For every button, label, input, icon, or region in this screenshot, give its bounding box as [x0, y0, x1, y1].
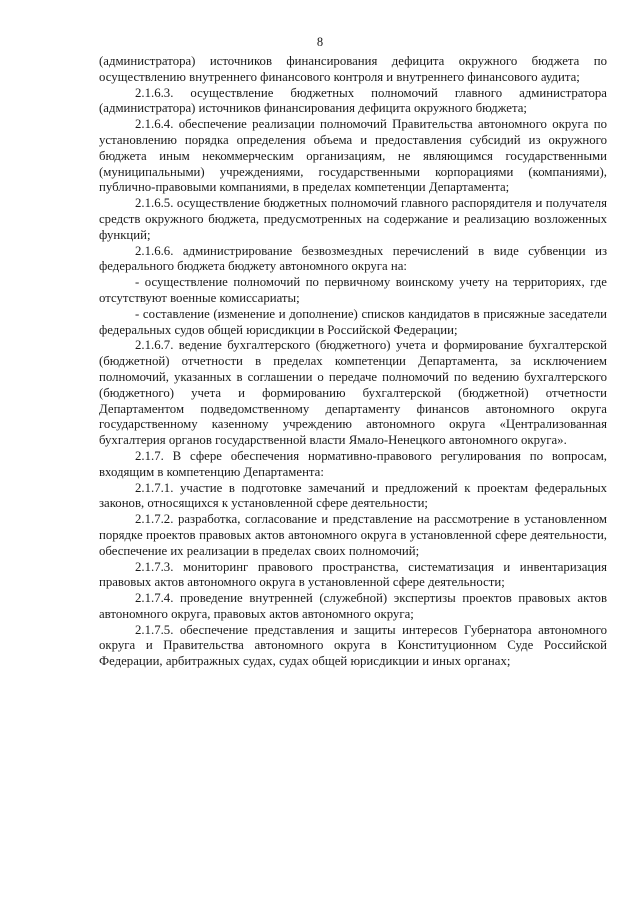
paragraph: 2.1.7.5. обеспечение представления и защиты интересов Губернатора автономного округа и Правительства автономного округа в Конституционном Суде Российской Федерации, арбитражных судах, судах общей юрисдикции и иных органах; [99, 622, 607, 669]
paragraph: 2.1.7.1. участие в подготовке замечаний и предложений к проектам федеральных законов, относящихся к установленной сфере деятельности; [99, 480, 607, 511]
paragraph: 2.1.6.7. ведение бухгалтерского (бюджетного) учета и формирование бухгалтерской (бюджетной) отчетности в пределах компетенции Департамента, за исключением полномочий, указанных в соглашении о передаче полномочий по ведению бухгалтерского (бюджетного) учета и формированию бухгалтерской (бюджетной) отчетности Департаментом подведомственному департаменту финансов автономного округа государственному казенному учреждению автономного округа «Централизованная бухгалтерия органов государственной власти Ямало-Ненецкого автономного округа». [99, 338, 607, 448]
paragraph: 2.1.6.4. обеспечение реализации полномочий Правительства автономного округа по установлению порядка определения объема и предоставления субсидий из окружного бюджета иным некоммерческим организациям, не являющимся государственными (муниципальными) учреждениями, государственными корпорациями (компаниями), публично-правовыми компаниями, в пределах компетенции Департамента; [99, 117, 607, 195]
paragraph: - осуществление полномочий по первичному воинскому учету на территориях, где отсутствуют военные комиссариаты; [99, 275, 607, 305]
paragraph: 2.1.7.2. разработка, согласование и представление на рассмотрение в установленном порядке проектов правовых актов автономного округа в установленной сфере деятельности, обеспечение их реализации в пределах своих полномочий; [99, 512, 607, 558]
paragraph: 2.1.6.5. осуществление бюджетных полномочий главного распорядителя и получателя средств окружного бюджета, предусмотренных на содержание и реализацию возложенных функций; [99, 196, 607, 242]
paragraph: 2.1.7.3. мониторинг правового пространства, систематизация и инвентаризация правовых актов автономного округа в установленной сфере деятельности; [99, 559, 607, 590]
paragraph: 2.1.7. В сфере обеспечения нормативно-правового регулирования по вопросам, входящим в компетенцию Департамента: [99, 448, 607, 479]
page-number: 8 [316, 35, 324, 49]
paragraph: 2.1.6.6. администрирование безвозмездных перечислений в виде субвенции из федерального бюджета бюджету автономного округа на: [99, 243, 607, 274]
paragraph: (администратора) источников финансирования дефицита окружного бюджета по осуществлению внутреннего финансового контроля и внутреннего финансового аудита; [99, 54, 607, 84]
paragraph: 2.1.6.3. осуществление бюджетных полномочий главного администратора (администратора) источников финансирования дефицита окружного бюджета; [99, 85, 607, 116]
paragraph: 2.1.7.4. проведение внутренней (служебной) экспертизы проектов правовых актов автономного округа, правовых актов автономного округа; [99, 591, 607, 621]
paragraph: - составление (изменение и дополнение) списков кандидатов в присяжные заседатели федеральных судов общей юрисдикции в Российской Федерации; [99, 306, 607, 337]
document-body [99, 54, 607, 670]
